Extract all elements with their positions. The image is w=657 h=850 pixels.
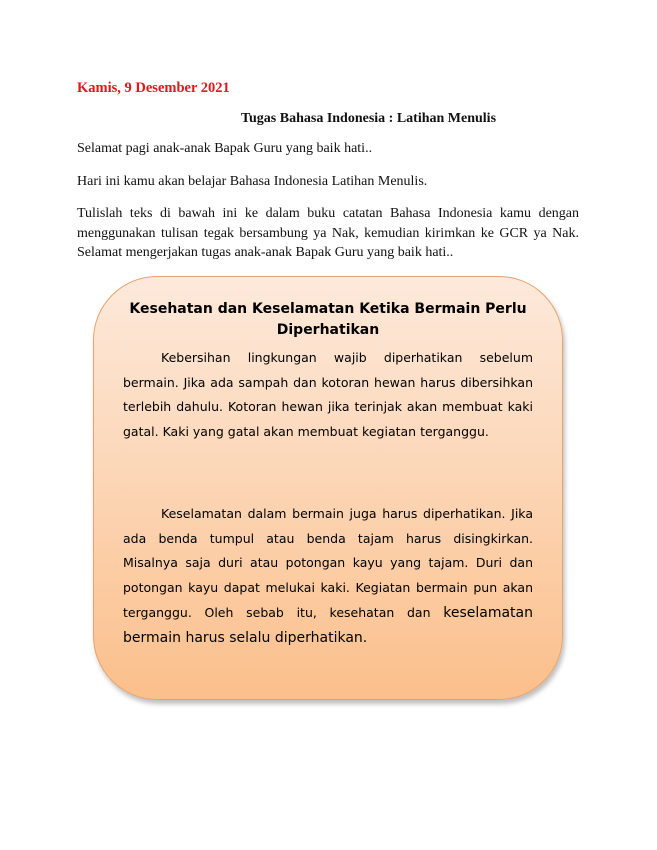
date-heading: Kamis, 9 Desember 2021 <box>77 80 230 96</box>
reading-paragraph-2 <box>123 502 533 650</box>
today-paragraph: Hari ini kamu akan belajar Bahasa Indonesia Latihan Menulis. <box>77 174 428 189</box>
reading-title: Kesehatan dan Keselamatan Ketika Bermain Perlu Diperhatikan <box>129 301 527 338</box>
reading-paragraph-2-start: Keselamatan dalam bermain juga harus diperhatikan. Jika ada benda tumpul atau benda tajam harus disingkirkan. Misalnya saja duri atau potongan kayu yang tajam. Duri dan potongan kayu dapat melukai kaki. Kegiatan bermain pun akan terganggu. Oleh sebab itu, kesehatan dan <box>123 506 533 620</box>
reading-text-box <box>93 276 563 700</box>
instruction-paragraph: Tulislah teks di bawah ini ke dalam buku catatan Bahasa Indonesia kamu dengan menggunakan tulisan tegak bersambung ya Nak, kemudian kirimkan ke GCR ya Nak. Selamat mengerjakan tugas anak-anak Bapak Guru yang baik hati.. <box>77 206 579 260</box>
reading-paragraph-2-end: keselamatan bermain harus selalu diperhatikan. <box>123 604 533 646</box>
reading-paragraph-1 <box>123 346 533 445</box>
assignment-title: Tugas Bahasa Indonesia : Latihan Menulis <box>240 111 497 126</box>
reading-paragraph-1-text: Kebersihan lingkungan wajib diperhatikan sebelum bermain. Jika ada sampah dan kotoran hewan harus dibersihkan terlebih dahulu. Kotoran hewan jika terinjak akan membuat kaki gatal. Kaki yang gatal akan membuat kegiatan terganggu. <box>123 350 533 440</box>
greeting-paragraph: Selamat pagi anak-anak Bapak Guru yang baik hati.. <box>77 141 373 156</box>
